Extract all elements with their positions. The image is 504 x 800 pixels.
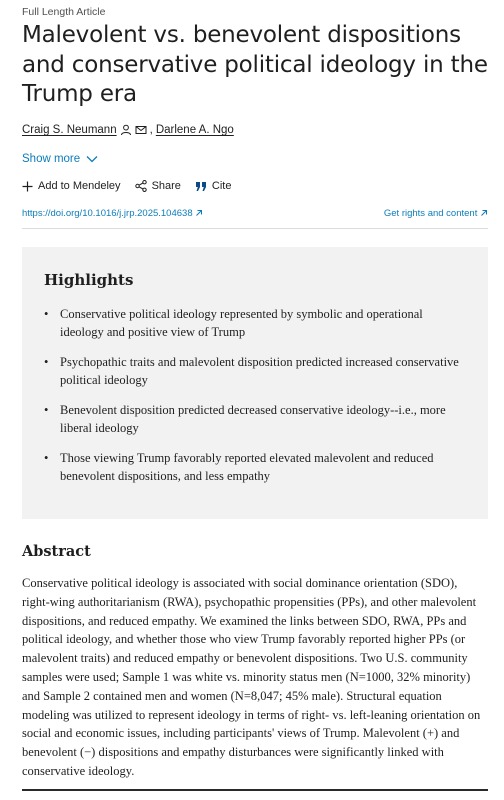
article-actions	[22, 180, 245, 192]
author-link-neumann[interactable]: Craig S. Neumann	[22, 124, 117, 136]
bullet-icon: •	[44, 451, 49, 465]
highlight-text: Those viewing Trump favorably reported elevated malevolent and reduced benevolent dispositions, and less empathy	[60, 451, 434, 483]
header-divider	[22, 228, 488, 229]
article-title: Malevolent vs. benevolent dispositions and conservative political ideology in the Trump era	[22, 22, 488, 107]
share-button[interactable]	[135, 180, 181, 192]
highlights-list	[44, 305, 464, 497]
cite-label: Cite	[211, 180, 232, 192]
chevron-down-icon	[86, 155, 98, 163]
share-label: Share	[151, 180, 181, 192]
mendeley-label: Add to Mendeley	[38, 180, 121, 192]
highlight-text: Psychopathic traits and malevolent disposition predicted increased conservative political ideology	[60, 355, 459, 387]
share-icon	[135, 180, 147, 192]
highlight-text: Benevolent disposition predicted decreased conservative ideology--i.e., more liberal ideology	[60, 403, 446, 435]
article-type-label: Full Length Article	[22, 6, 106, 18]
rights-link[interactable]	[384, 208, 488, 219]
abstract-heading: Abstract	[22, 543, 91, 560]
author-list	[22, 124, 234, 136]
mail-icon[interactable]	[135, 124, 147, 136]
external-link-icon	[480, 209, 488, 217]
cite-button[interactable]	[195, 180, 232, 192]
doi-text: https://doi.org/10.1016/j.jrp.2025.104638	[22, 208, 193, 219]
plus-icon	[22, 181, 33, 192]
rights-text: Get rights and content	[383, 208, 478, 219]
section-divider	[22, 789, 488, 791]
add-to-mendeley-button[interactable]	[22, 180, 121, 192]
author-link-ngo[interactable]: Darlene A. Ngo	[155, 124, 234, 136]
show-more-button[interactable]	[22, 153, 98, 165]
highlight-item	[44, 401, 464, 437]
bullet-icon: •	[44, 355, 49, 369]
bullet-icon: •	[44, 403, 49, 417]
doi-link[interactable]	[22, 208, 203, 219]
highlights-box	[22, 247, 488, 519]
external-link-icon	[195, 209, 203, 217]
highlight-item	[44, 305, 464, 341]
show-more-label: Show more	[22, 153, 81, 165]
highlight-item	[44, 449, 464, 485]
abstract-body: Conservative political ideology is associated with social dominance orientation (SDO), right-wing authoritarianism (RWA), psychopathic propensities (PPs), and other malevolent dispositions, and reduced empathy. We examined the links between SDO, RWA, PPs and political ideology, and whether those who view Trump favorably reported higher PPs (or malevolent traits) and reduced empathy or benevolent dispositions. Two U.S. community samples were used; Sample 1 was white vs. minority status men (N=1000, 32% minority) and Sample 2 contained men and women (N=8,047; 45% male). Structural equation modeling was utilized to represent ideology in terms of right- vs. left-leaning orientation on social and economic issues, including participants' views of Trump. Malevolent (+) and benevolent (−) dispositions and empathy disturbances were significantly linked with conservative ideology.	[22, 576, 481, 778]
highlight-item	[44, 353, 464, 389]
doi-row	[22, 208, 488, 219]
author-separator: ,	[149, 124, 153, 136]
highlight-text: Conservative political ideology represented by symbolic and operational ideology and positive view of Trump	[60, 307, 423, 339]
bullet-icon: •	[44, 307, 49, 321]
quote-icon	[195, 181, 207, 192]
person-icon[interactable]	[120, 124, 132, 136]
highlights-heading: Highlights	[44, 271, 134, 289]
